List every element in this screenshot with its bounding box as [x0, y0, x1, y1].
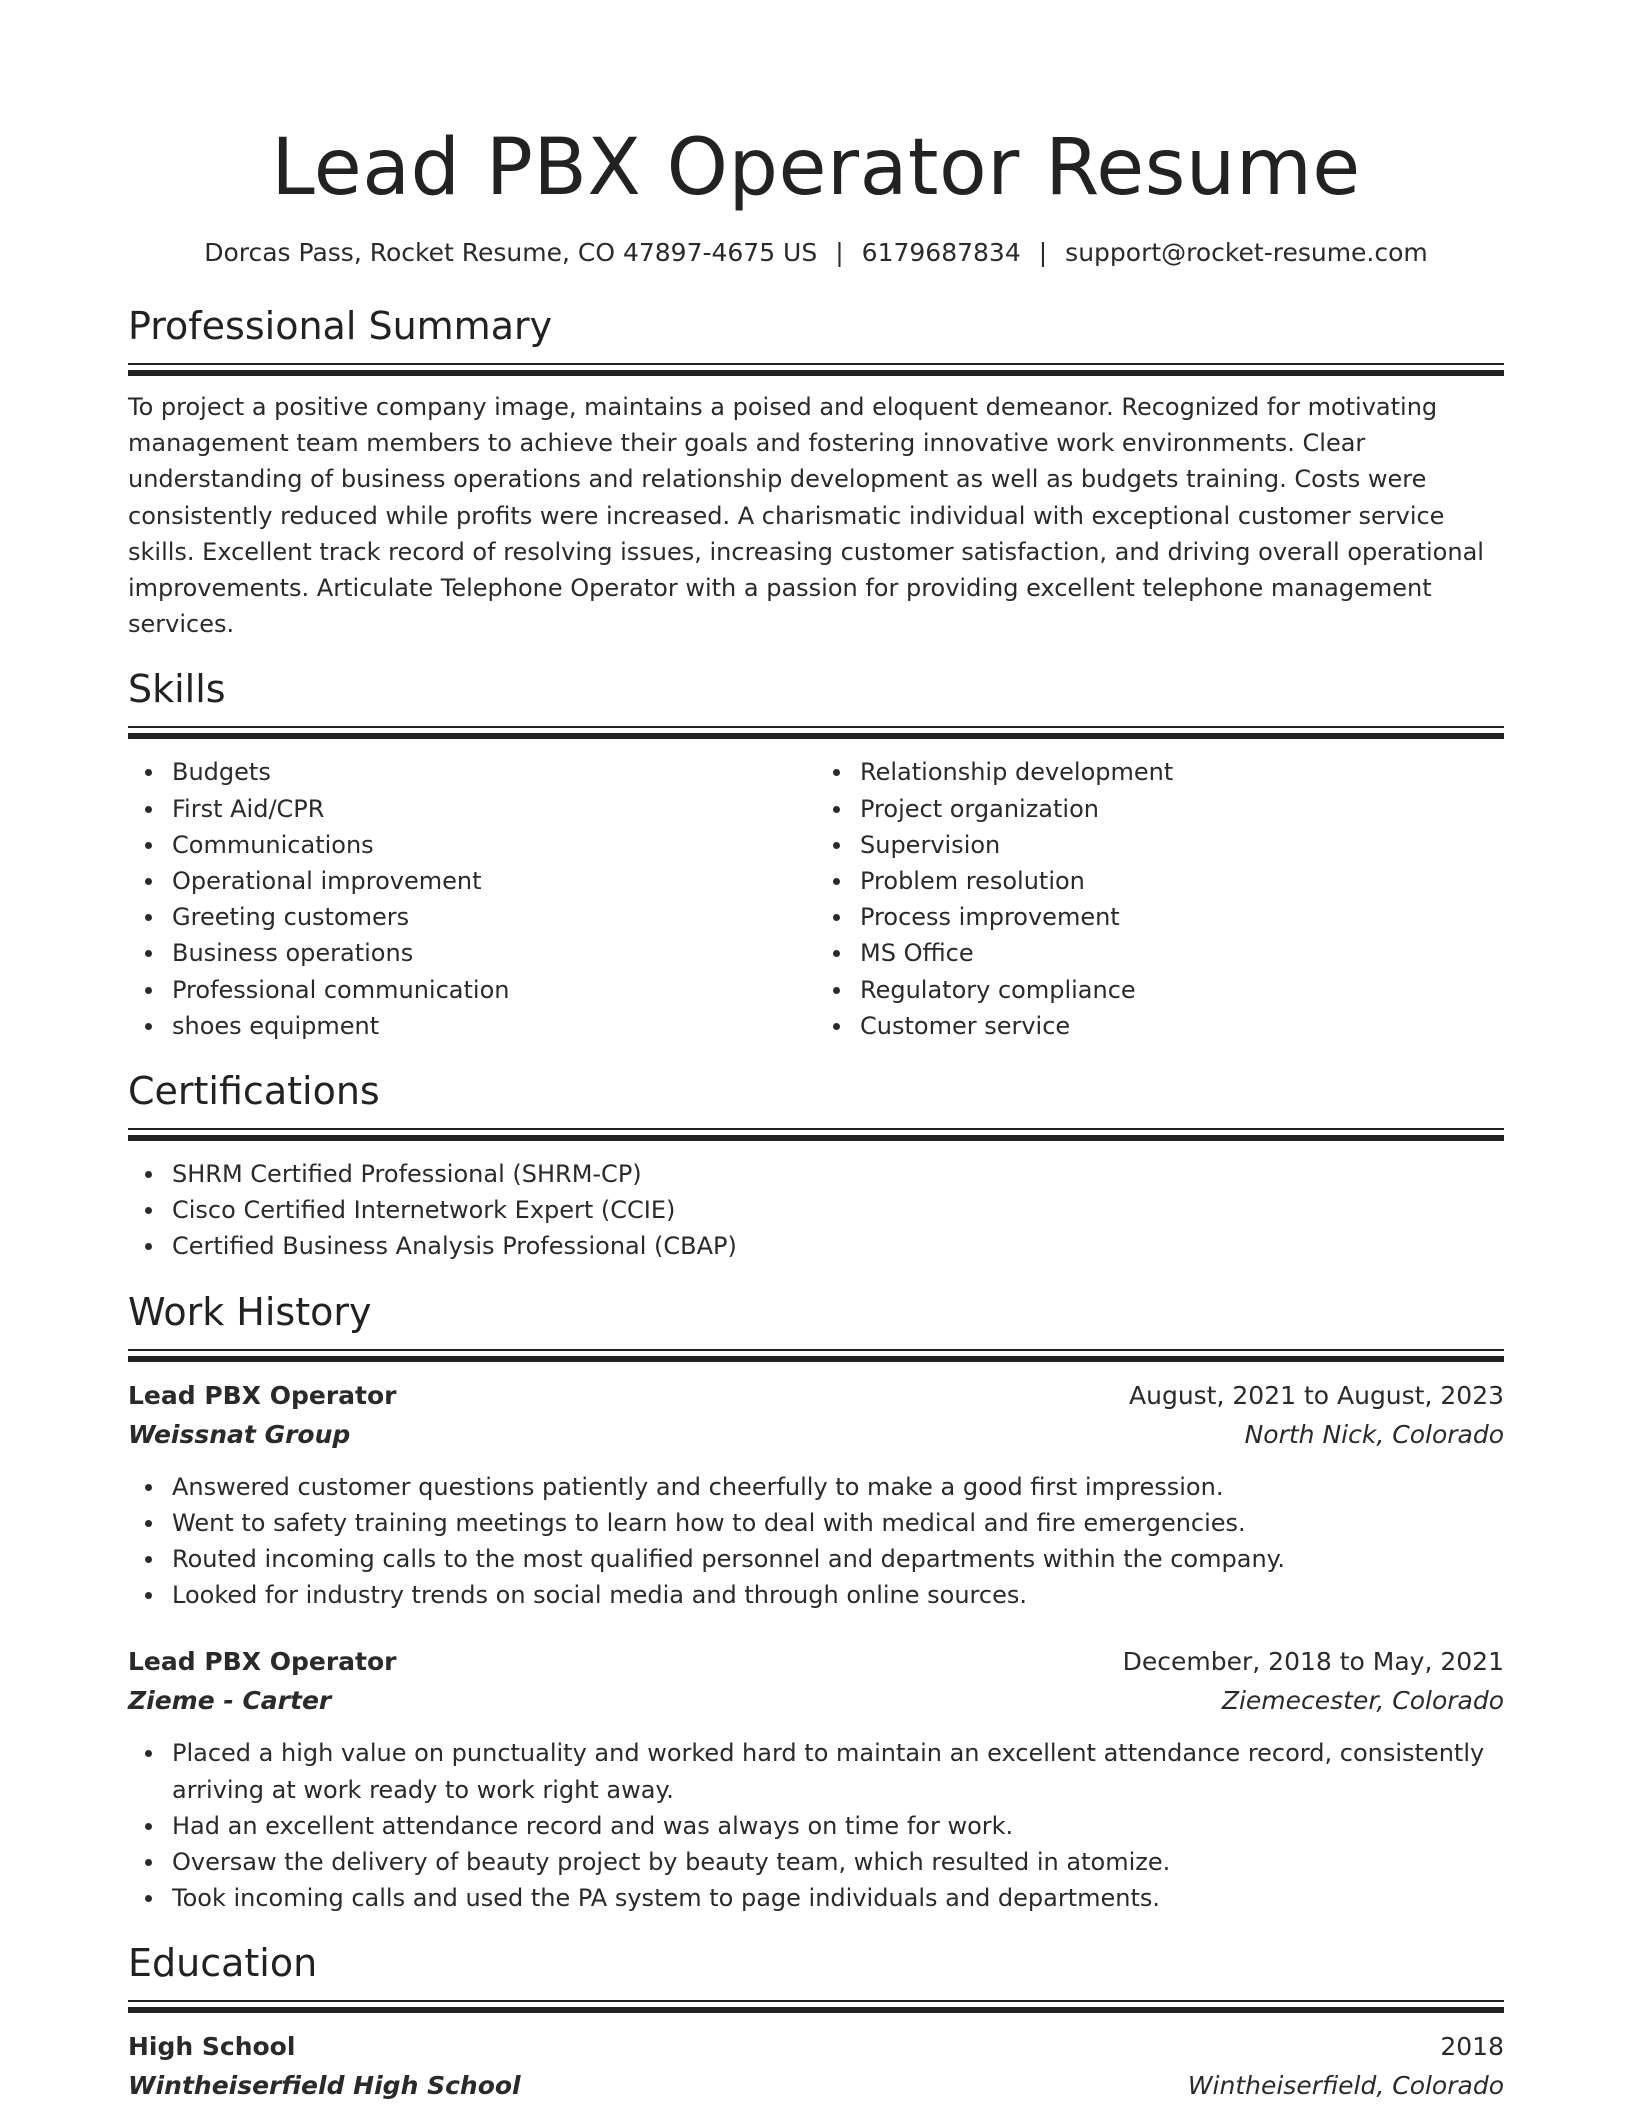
section-divider: [128, 363, 1504, 377]
summary-text: To project a positive company image, maintains a poised and eloquent demeanor. Recognized for motivating management team members to achieve their goals and fostering innovative work environments. Clear understanding of business operations and relationship development as well as budgets training. Costs were consistently reduced while profits were increased. A charismatic individual with exceptional customer service skills. Excellent track record of resolving issues, increasing customer satisfaction, and driving overall operational improvements. Articulate Telephone Operator with a passion for providing excellent telephone management services.: [128, 393, 1484, 639]
job-dates: December, 2018 to May, 2021: [1122, 1647, 1504, 1677]
education-entry: [128, 2028, 1504, 2106]
skill-item: Supervision: [860, 827, 1504, 863]
section-divider: [128, 726, 1504, 740]
skills-grid: [128, 754, 1504, 1044]
section-divider: [128, 2000, 1504, 2014]
skills-list-left: [128, 754, 816, 1044]
section-title-summary: Professional Summary: [128, 304, 553, 348]
skill-item: Problem resolution: [860, 863, 1504, 899]
section-title-education: Education: [128, 1941, 318, 1986]
job-title: Lead PBX Operator: [128, 1647, 397, 1677]
certification-item: SHRM Certified Professional (SHRM-CP): [172, 1156, 1504, 1192]
skill-item: Customer service: [860, 1008, 1504, 1044]
education-subheader: [128, 2066, 1504, 2106]
job-duty: Oversaw the delivery of beauty project by beauty team, which resulted in atomize.: [172, 1844, 1504, 1880]
section-title-skills: Skills: [128, 667, 226, 712]
job-entry: [128, 1643, 1504, 1916]
skill-item: MS Office: [860, 935, 1504, 971]
contact-separator: |: [1038, 238, 1048, 267]
skill-item: Relationship development: [860, 754, 1504, 790]
education-location: Wintheiserfield, Colorado: [1187, 2071, 1504, 2101]
job-company: Zieme - Carter: [128, 1686, 332, 1716]
job-subheader: [128, 1415, 1504, 1455]
certifications-list: [128, 1156, 1504, 1265]
education-year: 2018: [1440, 2032, 1504, 2062]
skill-item: Regulatory compliance: [860, 972, 1504, 1008]
skill-item: Process improvement: [860, 899, 1504, 935]
job-subheader: [128, 1681, 1504, 1721]
job-header: [128, 1643, 1504, 1681]
skill-item: shoes equipment: [172, 1008, 816, 1044]
job-duties-list: [128, 1735, 1504, 1916]
summary-section: [128, 301, 1504, 642]
contact-email: support@rocket-resume.com: [1065, 238, 1428, 267]
skill-item: Operational improvement: [172, 863, 816, 899]
job-location: North Nick, Colorado: [1244, 1419, 1504, 1449]
skills-section: [128, 664, 1504, 1044]
job-duty: Routed incoming calls to the most qualified personnel and departments within the company.: [172, 1541, 1504, 1577]
skill-item: Greeting customers: [172, 899, 816, 935]
certifications-section: [128, 1066, 1504, 1265]
job-duty: Had an excellent attendance record and was always on time for work.: [172, 1808, 1504, 1844]
section-divider: [128, 1128, 1504, 1142]
contact-line: [128, 236, 1504, 270]
skill-item: Professional communication: [172, 972, 816, 1008]
work-history-section: [128, 1287, 1504, 1917]
job-duty: Went to safety training meetings to learn how to deal with medical and fire emergencies.: [172, 1505, 1504, 1541]
job-duty: Placed a high value on punctuality and worked hard to maintain an excellent attendance record, consistently arriving at work ready to work right away.: [172, 1735, 1504, 1807]
job-duty: Answered customer questions patiently and cheerfully to make a good first impression.: [172, 1469, 1504, 1505]
job-duties-list: [128, 1469, 1504, 1614]
job-location: Ziemecester, Colorado: [1221, 1686, 1504, 1716]
section-title-work-history: Work History: [128, 1289, 372, 1334]
skill-item: Communications: [172, 827, 816, 863]
skill-item: Budgets: [172, 754, 816, 790]
section-title-certifications: Certifications: [128, 1069, 380, 1114]
job-header: [128, 1377, 1504, 1415]
education-degree: High School: [128, 2032, 296, 2062]
job-dates: August, 2021 to August, 2023: [1129, 1380, 1504, 1410]
education-header: [128, 2028, 1504, 2066]
contact-separator: |: [835, 238, 844, 267]
skill-item: First Aid/CPR: [172, 791, 816, 827]
job-entry: [128, 1377, 1504, 1614]
contact-phone: 6179687834: [861, 238, 1021, 267]
skill-item: Business operations: [172, 935, 816, 971]
job-duty: Looked for industry trends on social media and through online sources.: [172, 1577, 1504, 1613]
contact-address: Dorcas Pass, Rocket Resume, CO 47897-4675 US: [204, 238, 818, 267]
resume-title: Lead PBX Operator Resume: [271, 123, 1361, 213]
job-duty: Took incoming calls and used the PA system to page individuals and departments.: [172, 1880, 1504, 1916]
job-company: Weissnat Group: [128, 1419, 351, 1449]
education-school: Wintheiserfield High School: [128, 2071, 521, 2101]
education-section: [128, 1938, 1504, 2106]
section-divider: [128, 1349, 1504, 1363]
skills-list-right: [816, 754, 1504, 1044]
certification-item: Cisco Certified Internetwork Expert (CCIE): [172, 1192, 1504, 1228]
job-title: Lead PBX Operator: [128, 1380, 397, 1410]
skill-item: Project organization: [860, 791, 1504, 827]
certification-item: Certified Business Analysis Professional (CBAP): [172, 1228, 1504, 1264]
resume-page: [128, 0, 1504, 2106]
